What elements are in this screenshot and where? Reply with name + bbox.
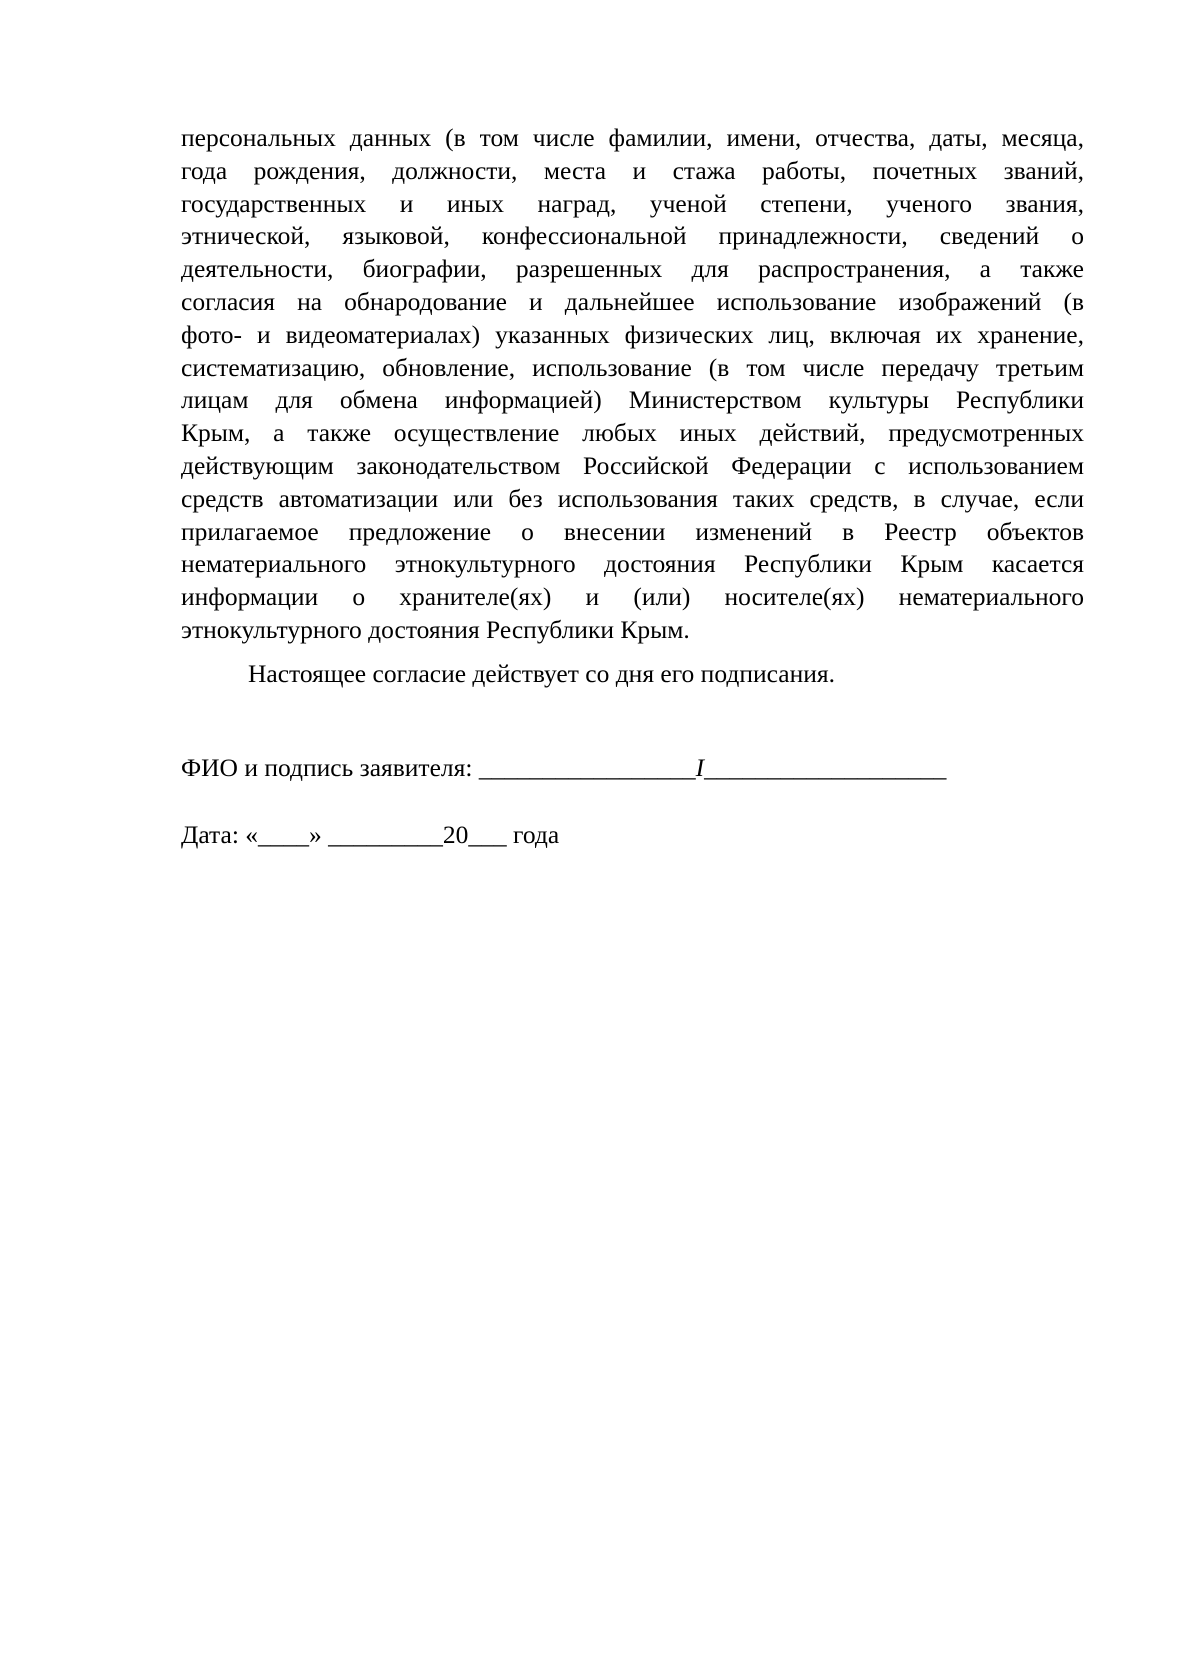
date-open-quote: « <box>245 820 259 849</box>
name-blank: _________________ <box>478 753 696 782</box>
paragraph-line: государственных и иных наград, ученой степени, ученого звания, <box>181 188 1084 218</box>
consent-paragraph <box>181 122 1084 647</box>
paragraph-line: этнической, языковой, конфессиональной принадлежности, сведений о <box>181 221 1084 251</box>
date-label: Дата: <box>181 820 239 849</box>
paragraph-line: лицам для обмена информацией) Министерством культуры Республики <box>181 385 1084 415</box>
date-line <box>181 819 559 852</box>
validity-sentence: Настоящее согласие действует со дня его подписания. <box>248 659 835 688</box>
paragraph-line: персональных данных (в том числе фамилии, имени, отчества, даты, месяца, <box>181 123 1084 152</box>
paragraph-line: согласия на обнародование и дальнейшее использование изображений (в <box>181 286 1084 316</box>
paragraph-line: действующим законодательством Российской Федерации с использованием <box>181 450 1084 480</box>
day-blank: ____ <box>258 820 310 849</box>
paragraph-line: средств автоматизации или без использования таких средств, в случае, если <box>181 483 1084 513</box>
signature-line <box>181 752 946 785</box>
paragraph-line: этнокультурного достояния Республики Крым. <box>181 614 690 644</box>
year-suffix: года <box>513 820 560 849</box>
signature-label: ФИО и подпись заявителя: <box>181 753 473 782</box>
month-blank: _________ <box>328 820 443 849</box>
year-century: 20 <box>442 820 469 849</box>
paragraph-line: нематериального этнокультурного достояния Республики Крым касается <box>181 549 1084 579</box>
paragraph-line: информации о хранителе(ях) и (или) носителе(ях) нематериального <box>181 582 1084 612</box>
paragraph-line: прилагаемое предложение о внесении изменений в Реестр объектов <box>181 516 1084 546</box>
paragraph-line: систематизацию, обновление, использование (в том числе передачу третьим <box>181 352 1084 382</box>
date-close-quote: » <box>309 820 322 849</box>
signature-blank: ___________________ <box>704 753 947 782</box>
year-blank: ___ <box>468 820 507 849</box>
signature-separator: I <box>695 753 705 782</box>
paragraph-line: деятельности, биографии, разрешенных для распространения, а также <box>181 254 1084 284</box>
paragraph-line: года рождения, должности, места и стажа работы, почетных званий, <box>181 155 1084 185</box>
paragraph-line: фото- и видеоматериалах) указанных физических лиц, включая их хранение, <box>181 319 1084 349</box>
paragraph-line: Крым, а также осуществление любых иных действий, предусмотренных <box>181 418 1084 448</box>
